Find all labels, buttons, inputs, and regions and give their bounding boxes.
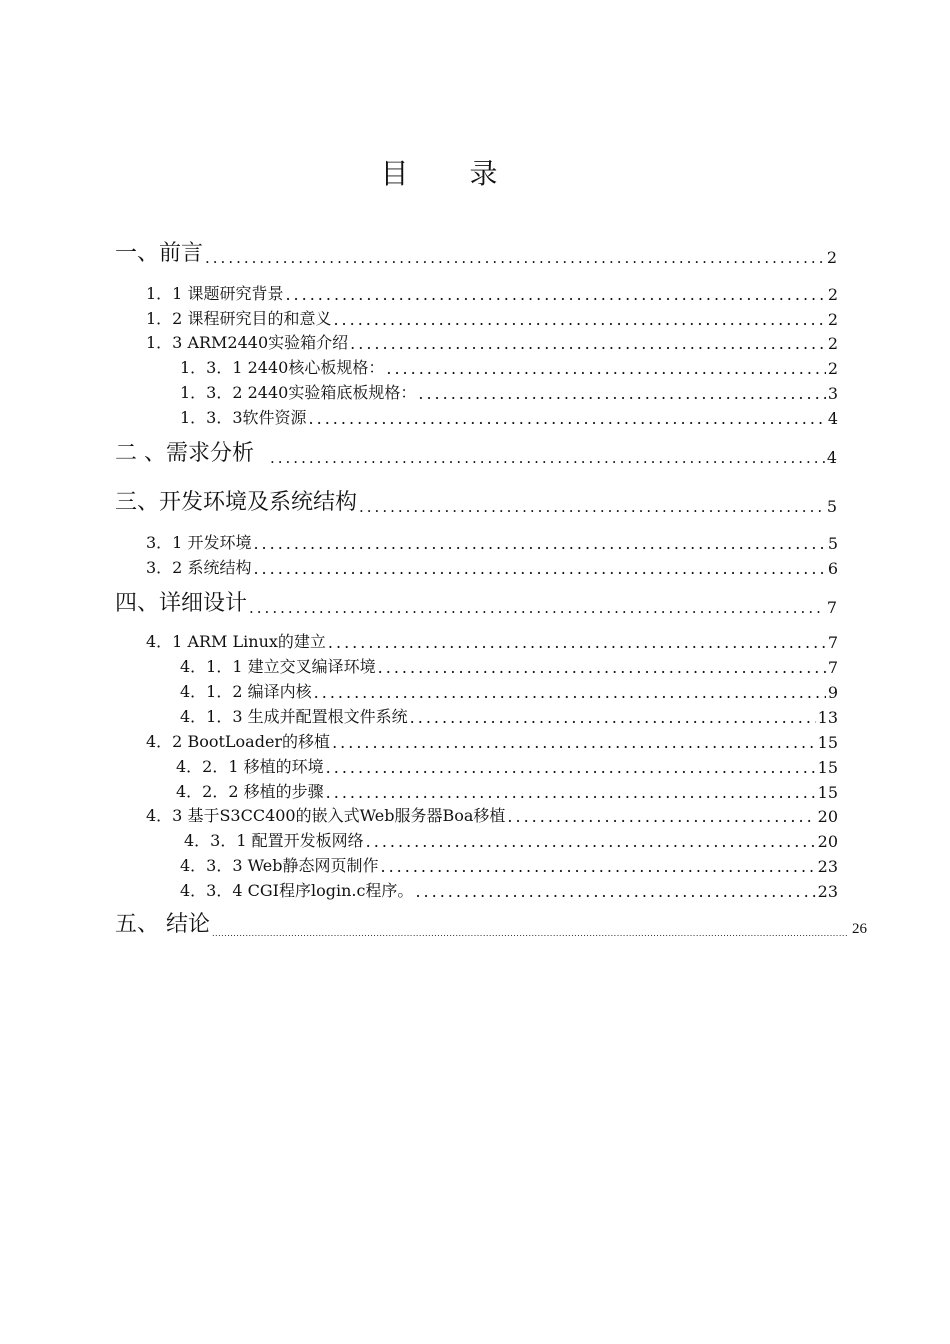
- toc-entry-chapter-2[interactable]: [115, 436, 837, 467]
- toc-entry-4-3-1[interactable]: [184, 828, 838, 851]
- toc-entry-label: 1．3．3软件资源: [180, 408, 307, 427]
- toc-entry-page: 2: [827, 359, 838, 378]
- toc-entry-1-1[interactable]: [146, 281, 838, 304]
- toc-entry-4-1-2[interactable]: [180, 679, 838, 702]
- toc-entry-label: 4．1 ARM Linux的建立: [146, 632, 326, 651]
- toc-entry-page: 2: [827, 334, 838, 353]
- dot-leader: [328, 633, 826, 652]
- toc-entry-4-2-2[interactable]: [176, 779, 838, 802]
- toc-entry-label: 1．3．2 2440实验箱底板规格：: [180, 383, 417, 402]
- toc-entry-label: 4．2．1 移植的环境: [176, 757, 324, 776]
- toc-entry-4-3-4[interactable]: [180, 878, 838, 901]
- dot-leader: [350, 334, 826, 353]
- dot-leader: [418, 384, 825, 403]
- toc-entry-page: 7: [827, 658, 838, 677]
- toc-entry-1-3[interactable]: [146, 330, 838, 353]
- toc-entry-4-1-3[interactable]: [180, 704, 838, 727]
- toc-entry-label: 五、 结论: [115, 912, 210, 937]
- dot-leader: [314, 683, 826, 702]
- toc-entry-4-1[interactable]: [146, 629, 838, 652]
- toc-entry-page: 6: [827, 559, 838, 578]
- dot-leader: [507, 807, 815, 826]
- toc-entry-chapter-5[interactable]: [115, 907, 867, 938]
- toc-entry-label: 1．3．1 2440核心板规格：: [180, 358, 385, 377]
- toc-entry-page: 20: [817, 807, 838, 826]
- toc-entry-page: 23: [817, 857, 838, 876]
- toc-entry-label: 4．3 基于S3CC400的嵌入式Web服务器Boa移植: [146, 806, 506, 825]
- toc-entry-4-1-1[interactable]: [180, 654, 838, 677]
- toc-entry-page: 13: [817, 708, 838, 727]
- dot-leader: [332, 733, 816, 752]
- toc-entry-page: 15: [817, 733, 838, 752]
- toc-entry-page: 2: [826, 248, 837, 267]
- toc-entry-page: 5: [826, 497, 837, 516]
- toc-entry-4-3-3[interactable]: [180, 853, 838, 876]
- dot-leader: [410, 708, 816, 727]
- toc-entry-page: 20: [817, 832, 838, 851]
- toc-entry-page: 23: [817, 882, 838, 901]
- toc-entry-chapter-4[interactable]: [115, 586, 837, 617]
- toc-entry-1-3-3[interactable]: [180, 405, 838, 428]
- toc-entry-page: 15: [817, 758, 838, 777]
- toc-entry-label: 三、开发环境及系统结构: [115, 490, 358, 515]
- toc-entry-4-3[interactable]: [146, 803, 838, 826]
- dot-leader: [366, 832, 816, 851]
- toc-entry-label: 二 、需求分析: [115, 441, 254, 466]
- dot-leader: [270, 451, 825, 467]
- dot-leader: [205, 251, 825, 267]
- toc-entry-chapter-1[interactable]: [115, 236, 837, 267]
- dot-leader: [285, 285, 825, 304]
- toc-entry-3-1[interactable]: [146, 530, 838, 553]
- toc-entry-1-3-1[interactable]: [180, 355, 838, 378]
- toc-entry-label: 4．1．3 生成并配置根文件系统: [180, 707, 408, 726]
- toc-entry-label: 4．1．2 编译内核: [180, 682, 312, 701]
- toc-entry-1-3-2[interactable]: [180, 380, 838, 403]
- toc-entry-label: 4．3．4 CGI程序login.c程序。: [180, 881, 414, 900]
- toc-entry-page: 7: [827, 633, 838, 652]
- toc-entry-3-2[interactable]: [146, 555, 838, 578]
- toc-entry-page: 9: [827, 683, 838, 702]
- dot-leader: [386, 359, 825, 378]
- toc-entry-label: 一、前言: [115, 241, 204, 266]
- toc-entry-page: 2: [827, 310, 838, 329]
- toc-entry-label: 1．3 ARM2440实验箱介绍: [146, 333, 349, 352]
- dot-leader: [326, 783, 816, 802]
- page-title: 目 录: [380, 157, 524, 190]
- toc-entry-label: 四、详细设计: [115, 591, 248, 616]
- toc-entry-label: 1．1 课题研究背景: [146, 284, 284, 303]
- dot-leader: [212, 930, 848, 938]
- toc-entry-label: 3．1 开发环境: [146, 533, 252, 552]
- dot-leader: [253, 559, 825, 578]
- toc-entry-page: 15: [817, 783, 838, 802]
- toc-entry-label: 4．3．1 配置开发板网络: [184, 831, 364, 850]
- toc-entry-page: 26: [852, 921, 867, 937]
- toc-entry-page: 4: [826, 448, 837, 467]
- dot-leader: [326, 758, 816, 777]
- dot-leader: [309, 409, 826, 428]
- toc-entry-page: 2: [827, 285, 838, 304]
- toc-entry-4-2[interactable]: [146, 729, 838, 752]
- toc-entry-label: 4．1．1 建立交叉编译环境: [180, 657, 376, 676]
- dot-leader: [359, 500, 825, 516]
- toc-entry-page: 7: [826, 598, 837, 617]
- toc-entry-page: 4: [827, 409, 838, 428]
- dot-leader: [249, 601, 825, 617]
- dot-leader: [333, 310, 825, 329]
- dot-leader: [378, 658, 826, 677]
- toc-entry-page: 3: [827, 384, 838, 403]
- toc-entry-label: 3．2 系统结构: [146, 558, 252, 577]
- dot-leader: [380, 857, 815, 876]
- toc-entry-page: 5: [827, 534, 838, 553]
- dot-leader: [253, 534, 825, 553]
- toc-entry-label: 4．3．3 Web静态网页制作: [180, 856, 379, 875]
- toc-entry-chapter-3[interactable]: [115, 485, 837, 516]
- dot-leader: [415, 882, 815, 901]
- toc-entry-label: 4．2 BootLoader的移植: [146, 732, 331, 751]
- toc-entry-1-2[interactable]: [146, 306, 838, 329]
- toc-entry-label: 4．2．2 移植的步骤: [176, 782, 324, 801]
- toc-entry-4-2-1[interactable]: [176, 754, 838, 777]
- toc-entry-label: 1．2 课程研究目的和意义: [146, 309, 332, 328]
